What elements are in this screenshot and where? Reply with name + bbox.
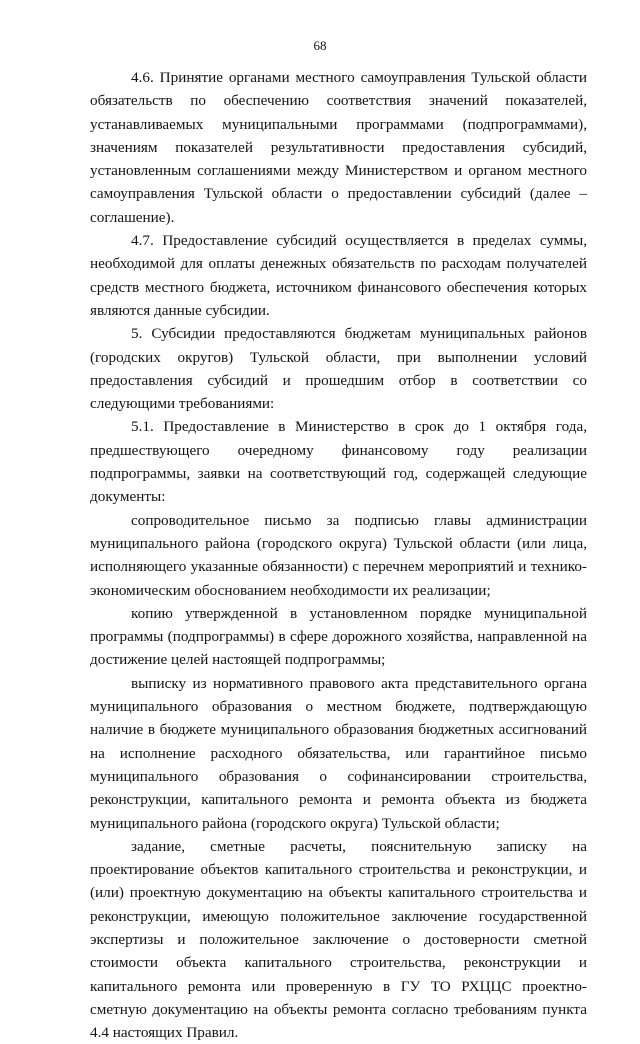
list-item-cover-letter: сопроводительное письмо за подписью главы администрации муниципального района (городского округа) Тульской области (или лица, исполняющего указанные обязанности) с перечнем мероприятий и технико-экономическим обоснованием необходимости их реализации; xyxy=(90,511,587,599)
document-body xyxy=(90,66,587,1044)
list-item-design-documents: задание, сметные расчеты, пояснительную записку на проектирование объектов капитального строительства и реконструкции, и (или) проектную документацию на объекты капитального строительства и реконструкции, имеющую положительное заключение государственной экспертизы и положительное заключение о достоверности сметной стоимости объекта капитального строительства, реконструкции и капитального ремонта или проверенную в ГУ ТО РХЦЦС проектно-сметную документацию на объекты ремонта согласно требованиям пункта 4.4 настоящих Правил. xyxy=(90,837,587,1042)
paragraph-5-1: 5.1. Предоставление в Министерство в срок до 1 октября года, предшествующего очередному финансовому году реализации подпрограммы, заявки на соответствующий год, содержащей следующие документы: xyxy=(90,418,587,506)
paragraph-4-6: 4.6. Принятие органами местного самоуправления Тульской области обязательств по обеспечению соответствия значений показателей, устанавливаемых муниципальными программами (подпрограммами), значениям показателей результативности предоставления субсидий, установленным соглашениями между Министерством и органом местного самоуправления Тульской области о предоставлении субсидий (далее – соглашение). xyxy=(90,69,587,226)
paragraph-5: 5. Субсидии предоставляются бюджетам муниципальных районов (городских округов) Тульской области, при выполнении условий предоставления субсидий и прошедшим отбор в соответствии со следующими требованиями: xyxy=(90,325,587,413)
list-item-budget-extract: выписку из нормативного правового акта представительного органа муниципального образования о местном бюджете, подтверждающую наличие в бюджете муниципального образования бюджетных ассигнований на исполнение расходного обязательства, или гарантийное письмо муниципального образования о софинансировании строительства, реконструкции, капитального ремонта и ремонта объекта из бюджета муниципального района (городского округа) Тульской области; xyxy=(90,674,587,832)
page-number: 68 xyxy=(313,38,327,53)
paragraph-4-7: 4.7. Предоставление субсидий осуществляется в пределах суммы, необходимой для оплаты денежных обязательств по расходам получателей средств местного бюджета, источником финансового обеспечения которых являются данные субсидии. xyxy=(90,232,587,319)
list-item-program-copy: копию утвержденной в установленном порядке муниципальной программы (подпрограммы) в сфере дорожного хозяйства, направленной на достижение целей настоящей подпрограммы; xyxy=(90,604,587,669)
